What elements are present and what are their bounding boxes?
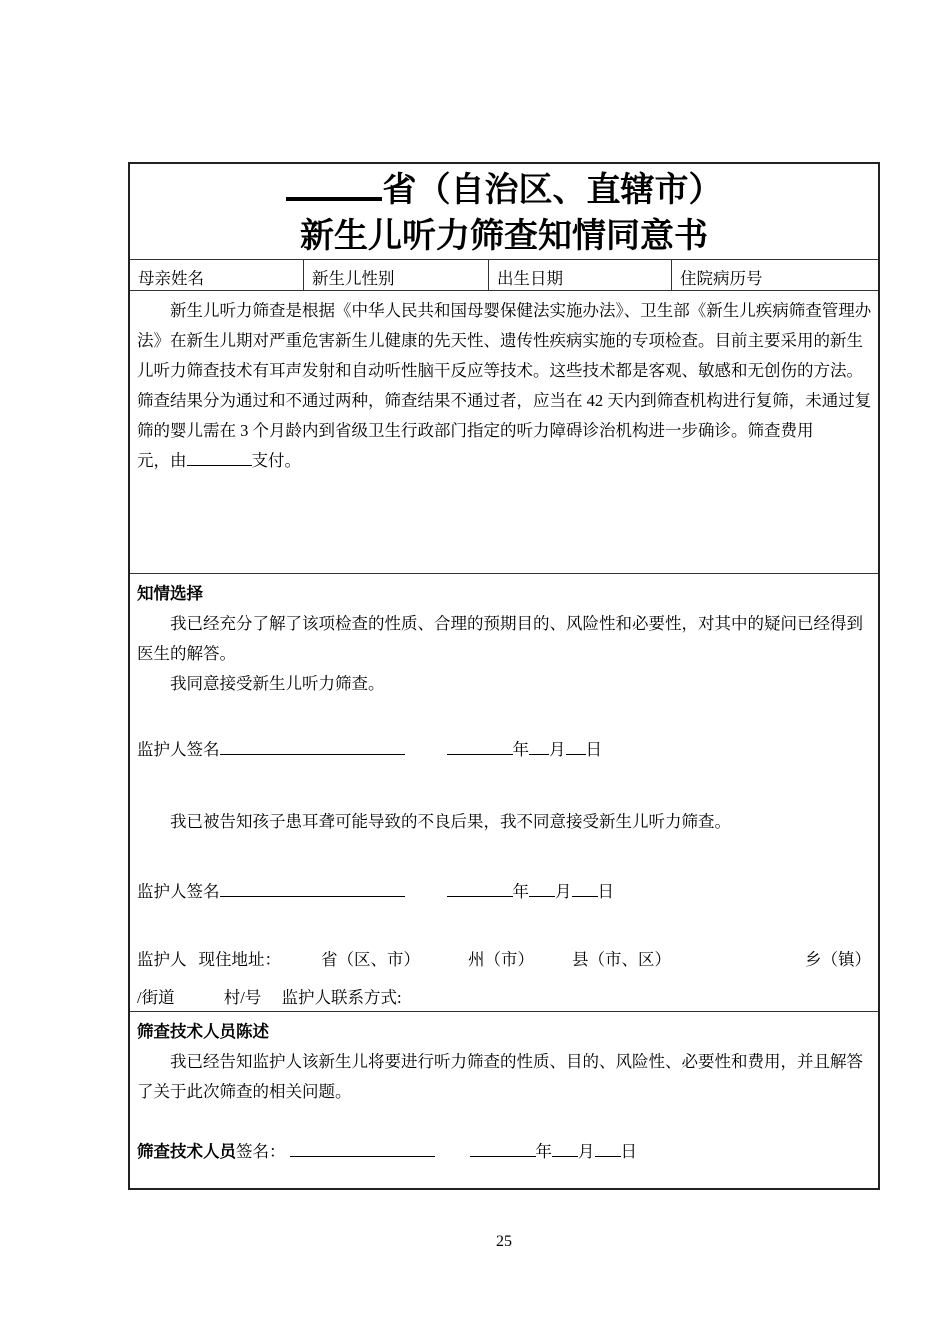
address-label: 现住地址： bbox=[198, 950, 281, 969]
intro-line: 筛的婴儿需在 3 个月龄内到省级卫生行政部门指定的听力障碍诊治机构进一步确诊。筛查费用 bbox=[137, 421, 814, 440]
address-prefecture-label: 州（市） bbox=[468, 950, 534, 969]
form-title-line-1 bbox=[130, 168, 878, 214]
month-blank bbox=[529, 880, 555, 897]
technician-paragraph-line: 我已经告知监护人该新生儿将要进行听力筛查的性质、目的、风险性、必要性和费用，并且解答 bbox=[170, 1052, 863, 1071]
day-blank bbox=[595, 1140, 621, 1157]
address-county-label: 县（市、区） bbox=[572, 950, 671, 969]
technician-signature-blank bbox=[290, 1140, 435, 1157]
guardian-label: 监护人 bbox=[137, 950, 187, 969]
year-blank bbox=[470, 1140, 536, 1157]
informed-choice-section bbox=[130, 574, 878, 1012]
consent-paragraph-line: 我已经充分了解了该项检查的性质、合理的预期目的、风险性和必要性，对其中的疑问已经得到 bbox=[170, 614, 863, 633]
technician-label: 筛查技术人员 bbox=[137, 1142, 236, 1161]
year-blank bbox=[447, 738, 513, 755]
day-label: 日 bbox=[597, 882, 614, 901]
guardian-signature-label: 监护人签名 bbox=[137, 882, 220, 901]
address-township-label: 乡（镇） bbox=[805, 950, 871, 969]
intro-section bbox=[130, 291, 878, 574]
form-title-block bbox=[130, 164, 878, 260]
intro-line: 筛查结果分为通过和不通过两种，筛查结果不通过者，应当在 42 天内到筛查机构进行复筛，未通过复 bbox=[137, 391, 872, 410]
month-label: 月 bbox=[578, 1142, 595, 1161]
refuse-statement: 我已被告知孩子患耳聋可能导致的不良后果，我不同意接受新生儿听力筛查。 bbox=[170, 812, 731, 831]
signature-label: 签名： bbox=[236, 1142, 286, 1161]
year-label: 年 bbox=[535, 1142, 552, 1161]
consent-form-table bbox=[128, 162, 880, 1190]
info-cell-mother-name: 母亲姓名 bbox=[138, 269, 204, 288]
payment-suffix: 支付。 bbox=[251, 451, 301, 470]
day-blank bbox=[566, 738, 586, 755]
day-blank bbox=[572, 880, 598, 897]
month-blank bbox=[552, 1140, 578, 1157]
day-label: 日 bbox=[620, 1142, 637, 1161]
info-cell-newborn-sex: 新生儿性别 bbox=[303, 260, 488, 290]
info-cell-birth-date: 出生日期 bbox=[488, 260, 671, 290]
page-number: 25 bbox=[496, 1233, 512, 1250]
year-blank bbox=[447, 880, 513, 897]
form-title-line-1-text: 省（自治区、直辖市） bbox=[382, 172, 723, 209]
guardian-contact-label: 监护人联系方式: bbox=[281, 988, 402, 1007]
intro-line: 新生儿听力筛查是根据《中华人民共和国母婴保健法实施办法》、卫生部《新生儿疾病筛查管理办 bbox=[170, 301, 872, 320]
month-label: 月 bbox=[549, 740, 566, 759]
technician-paragraph-line: 了关于此次筛查的相关问题。 bbox=[137, 1082, 352, 1101]
guardian-signature-label: 监护人签名 bbox=[137, 740, 220, 759]
address-street-label: /街道 bbox=[137, 988, 175, 1007]
province-name-blank bbox=[286, 171, 382, 201]
month-blank bbox=[529, 738, 549, 755]
payment-prefix: 元，由 bbox=[137, 451, 187, 470]
address-village-label: 村/号 bbox=[223, 988, 262, 1007]
agree-statement: 我同意接受新生儿听力筛查。 bbox=[170, 674, 385, 693]
intro-line: 法》在新生儿期对严重危害新生儿健康的先天性、遗传性疾病实施的专项检查。目前主要采用的新生 bbox=[137, 331, 863, 350]
guardian-address-line-1 bbox=[137, 945, 871, 975]
guardian-signature-line-2 bbox=[137, 877, 871, 907]
technician-statement-section bbox=[130, 1012, 878, 1188]
consent-paragraph-line: 医生的解答。 bbox=[137, 644, 236, 663]
month-label: 月 bbox=[555, 882, 572, 901]
day-label: 日 bbox=[585, 740, 602, 759]
technician-signature-line bbox=[137, 1137, 871, 1167]
payer-blank bbox=[187, 449, 252, 466]
guardian-signature-blank bbox=[220, 738, 405, 755]
info-header-row bbox=[130, 260, 878, 291]
guardian-signature-line-1 bbox=[137, 735, 871, 765]
info-cell-hospital-record-no: 住院病历号 bbox=[671, 260, 878, 290]
intro-line: 儿听力筛查技术有耳声发射和自动听性脑干反应等技术。这些技术都是客观、敏感和无创伤的方法。 bbox=[137, 361, 863, 380]
intro-payment-line bbox=[137, 446, 871, 476]
form-title-line-2: 新生儿听力筛查知情同意书 bbox=[300, 218, 708, 255]
guardian-signature-blank bbox=[220, 880, 405, 897]
address-province-label: 省（区、市） bbox=[321, 950, 420, 969]
year-label: 年 bbox=[512, 882, 529, 901]
technician-statement-heading: 筛查技术人员陈述 bbox=[137, 1022, 269, 1041]
guardian-address-line-2 bbox=[137, 983, 871, 1013]
year-label: 年 bbox=[512, 740, 529, 759]
informed-choice-heading: 知情选择 bbox=[137, 584, 203, 603]
